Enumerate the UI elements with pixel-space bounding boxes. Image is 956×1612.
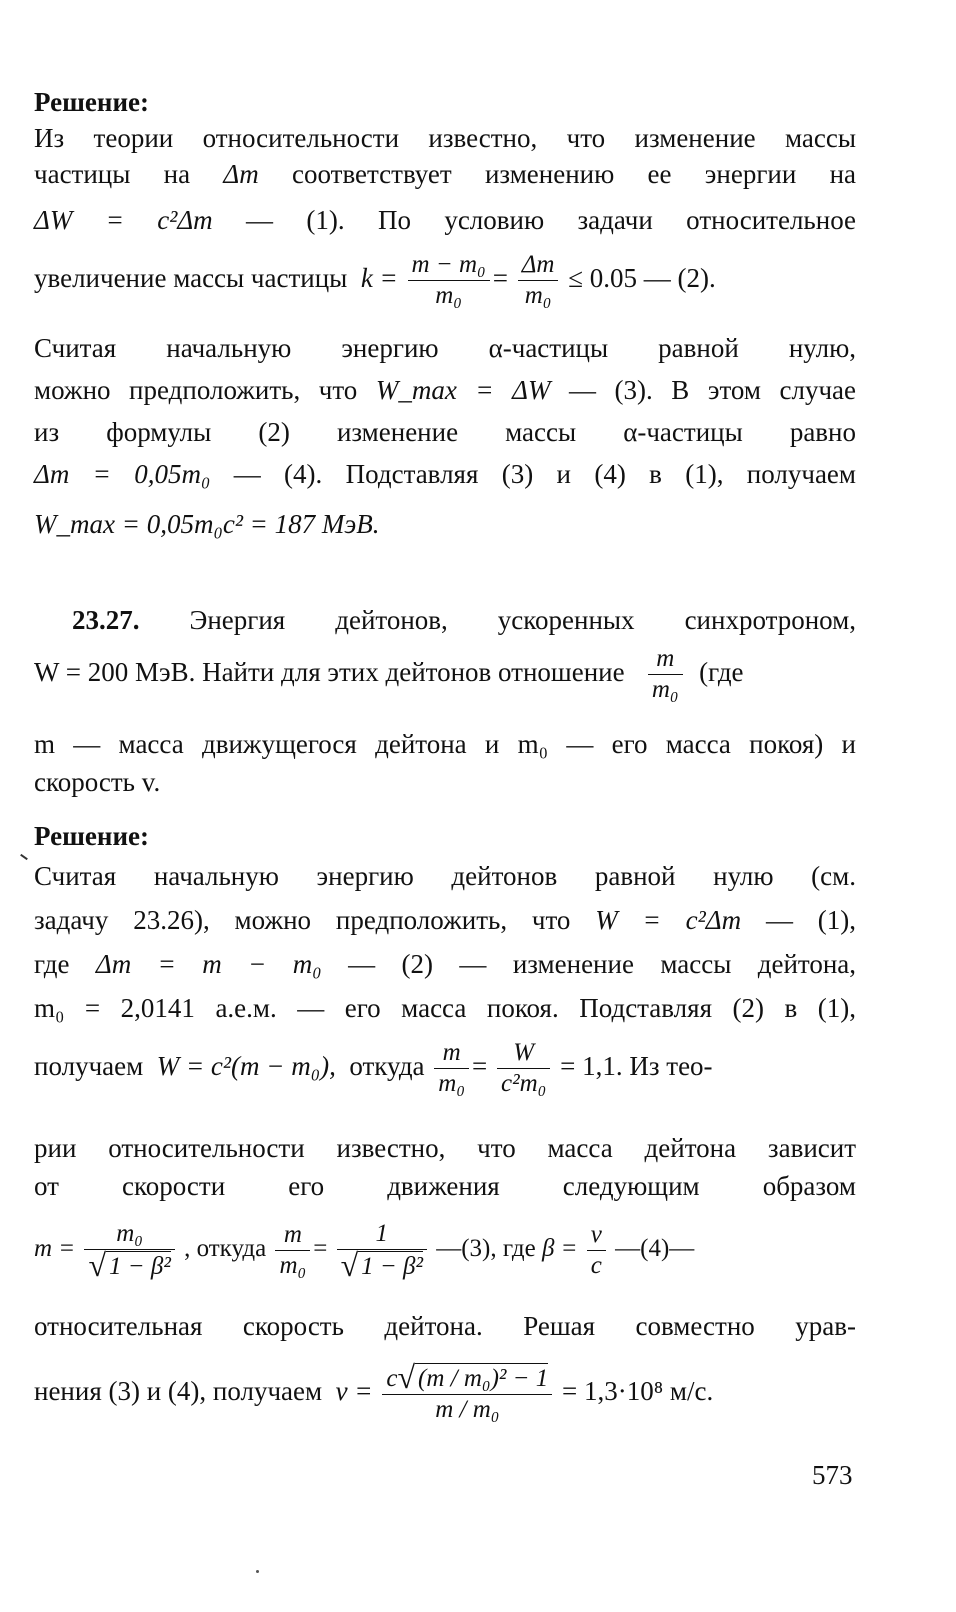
text-line: где Δm = m − m₀ — (2) — изменение массы дейтона, bbox=[34, 949, 857, 979]
fraction: $\frac{1}{\text{√ 1 − β²}}$ bbox=[337, 1219, 427, 1282]
solution-heading-1: Решение: bbox=[34, 87, 149, 117]
text-line: из формулы (2) изменение массы α-частицы равно bbox=[34, 417, 856, 447]
text-line: Δm = 0,05m₀ — (4). Подставляя (3) и (4) в (1), получаем bbox=[34, 459, 856, 489]
fraction: $\frac{W}{\text{c²m₀}}$ bbox=[497, 1038, 550, 1099]
fraction: $\frac{m}{\text{m₀}}$ bbox=[434, 1038, 469, 1099]
text-line: Из теории относительности известно, что изменение массы bbox=[34, 123, 856, 153]
text-line: задачу 23.26), можно предположить, что W = c²Δm — (1), bbox=[34, 905, 857, 935]
text-line: можно предположить, что W_max = ΔW — (3). В этом случае bbox=[34, 375, 857, 405]
problem-line: m — масса движущегося дейтона и m₀ — его масса покоя) и bbox=[34, 729, 856, 759]
scan-speck bbox=[256, 1570, 259, 1573]
problem-line: скорость v. bbox=[34, 767, 161, 797]
text-line: ΔW = c²Δm — (1). По условию задачи относительное bbox=[34, 205, 857, 235]
fraction: $\frac{m}{\text{m₀}}$ bbox=[648, 644, 683, 705]
fraction: $\frac{m}{\text{m₀}}$ bbox=[275, 1220, 310, 1281]
fraction: $\frac{\text{m − m₀}}{\text{m₀}}$ bbox=[408, 250, 490, 311]
text-line: Считая начальную энергию α-частицы равной нулю, bbox=[34, 333, 856, 363]
text-line: рии относительности известно, что масса дейтона зависит bbox=[34, 1133, 856, 1163]
text-line: относительная скорость дейтона. Решая совместно урав- bbox=[34, 1311, 856, 1341]
page-number: 573 bbox=[812, 1460, 853, 1490]
stray-mark bbox=[20, 854, 28, 860]
problem-line: 23.27. Энергия дейтонов, ускоренных синхротроном, bbox=[72, 605, 856, 635]
fraction: $\frac{\text{c√ (m / m₀)² − 1}}{\text{m / m₀}}$ bbox=[382, 1362, 552, 1425]
text-line: Считая начальную энергию дейтонов равной нулю (см. bbox=[34, 861, 856, 891]
formula-line: m = $\frac{\text{m₀}}{\text{√ 1 − β²}}$ , откуда $\frac{m}{\text{m₀}}$ = $\frac{1}{\text{√ 1 − β²}}$ —(3), где β = $\frac{v}{c}$ —(4)— bbox=[34, 1219, 695, 1283]
formula-line: увеличение массы частицы k = $\frac{\text{m − m₀}}{\text{m₀}}$ = $\frac{\Delta m}{\text{m₀}}$ ≤ 0.05 — (2). bbox=[34, 251, 716, 310]
fraction: $\frac{\text{m₀}}{\text{√ 1 − β²}}$ bbox=[84, 1219, 174, 1282]
problem-line: W = 200 МэВ. Найти для этих дейтонов отношение $\frac{m}{\text{m₀}}$ (где bbox=[34, 645, 744, 704]
text-line: m₀ = 2,0141 а.е.м. — его масса покоя. Подставляя (2) в (1), bbox=[34, 993, 856, 1023]
formula-line: нения (3) и (4), получаем v = $\frac{\text{c√ (m / m₀)² − 1}}{\text{m / m₀}}$ = 1,3·10⁸ м/с. bbox=[34, 1359, 714, 1424]
formula-line: W_max = 0,05m₀c² = 187 МэВ. bbox=[34, 509, 380, 539]
fraction: $\frac{\Delta m}{\text{m₀}}$ bbox=[518, 250, 559, 311]
solution-heading-2: Решение: bbox=[34, 821, 149, 851]
text-line: частицы на Δm соответствует изменению ее энергии на bbox=[34, 159, 857, 189]
formula-line: получаем W = c²(m − m₀), откуда $\frac{m}{\text{m₀}}$ = $\frac{W}{\text{c²m₀}}$ = 1,1. Из тео- bbox=[34, 1039, 713, 1098]
text-line: от скорости его движения следующим образом bbox=[34, 1171, 856, 1201]
fraction: $\frac{v}{c}$ bbox=[587, 1220, 606, 1281]
